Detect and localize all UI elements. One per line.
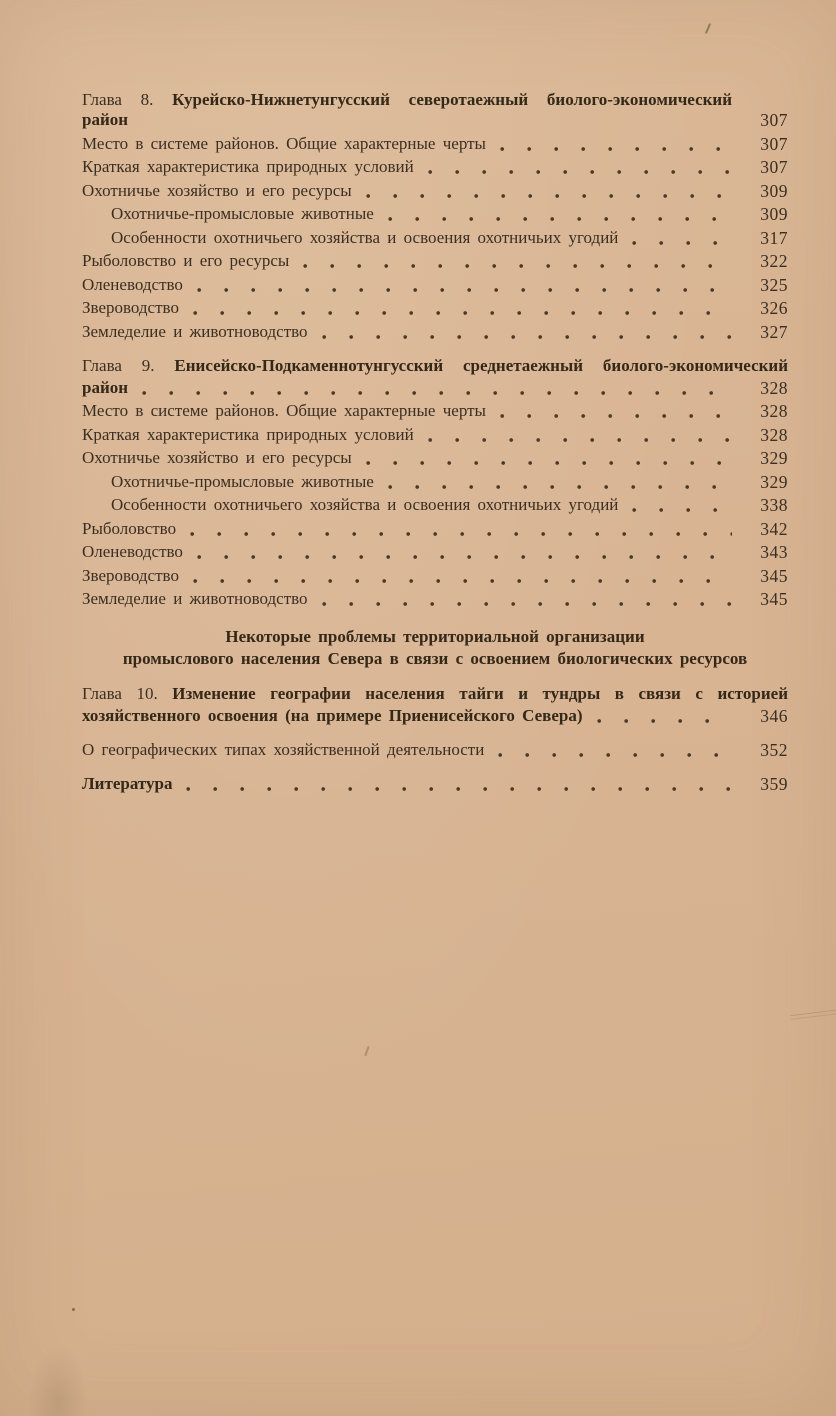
chapter-title-text-continued: хозяйственного освоения (на примере Приенисейского Севера): [82, 706, 583, 725]
scan-artifact-crease: [789, 1003, 836, 1023]
toc-entry-label: Охотничье-промысловые животные: [111, 471, 374, 491]
toc-entry: [82, 495, 788, 515]
page-number: 325: [760, 274, 788, 295]
dot-leader: [193, 578, 732, 584]
dot-leader: [190, 531, 732, 537]
toc-entry: [82, 448, 788, 468]
toc-entry-label: Земледелие и животноводство: [82, 321, 308, 341]
chapter-title-text: Изменение географии населения тайги и тундры в связи с историей: [172, 684, 788, 703]
page-number: 309: [760, 180, 788, 201]
dot-leader: [186, 786, 732, 792]
page-number: 328: [760, 401, 788, 421]
dot-leader: [632, 240, 732, 246]
toc-entry: [82, 228, 788, 248]
toc-entry: [82, 425, 788, 445]
page-number: 326: [760, 298, 788, 318]
chapter-title-text: Курейско-Нижнетунгусский северотаежный биолого-экономический район: [82, 90, 732, 129]
dot-leader: [303, 263, 732, 269]
toc-entry-label: Оленеводство: [82, 274, 183, 294]
toc-entry: [82, 740, 788, 760]
dot-leader: [597, 718, 733, 724]
toc-entry: [82, 251, 788, 271]
dot-leader: [498, 752, 732, 758]
dot-leader: [197, 287, 732, 293]
page-number: 307: [760, 110, 788, 130]
page-number: 322: [760, 251, 788, 271]
toc-entry-label: Краткая характеристика природных условий: [82, 157, 414, 176]
toc-entry-label: Особенности охотничьего хозяйства и освоения охотничьих угодий: [111, 227, 619, 247]
chapter-title: [82, 90, 742, 130]
page-number: 338: [760, 495, 788, 515]
page-number: 359: [760, 774, 788, 794]
dot-leader: [322, 334, 732, 340]
toc-entry-label: Звероводство: [82, 298, 179, 317]
chapter-number-prefix: Глава 10.: [82, 684, 158, 703]
dot-leader: [322, 601, 732, 607]
chapter-title-line1: [82, 356, 788, 376]
toc-entry-label: Рыболовство и его ресурсы: [82, 251, 290, 270]
toc-entry: [82, 519, 788, 539]
toc-entry-label: О географических типах хозяйственной деятельности: [82, 740, 485, 759]
toc-entry-label: Звероводство: [82, 565, 179, 585]
page-number: 328: [760, 377, 788, 398]
toc-entry-label: Оленеводство: [82, 542, 183, 561]
dot-leader: [500, 413, 732, 419]
page-number: 345: [760, 565, 788, 586]
page-number: 352: [760, 740, 788, 760]
scan-artifact-slash: [705, 23, 711, 34]
toc-entry-label: Место в системе районов. Общие характерные черты: [82, 401, 486, 420]
chapter-number-prefix: Глава 8.: [82, 90, 154, 109]
toc-chapter-entry: [82, 90, 788, 130]
page-number: 327: [760, 321, 788, 342]
chapter-title-line1: [82, 684, 788, 704]
toc-entry: [82, 204, 788, 224]
toc-entry: [82, 566, 788, 586]
toc-chapter-entry: [82, 684, 788, 726]
chapter-title-text: Енисейско-Подкаменнотунгусский среднетаежный биолого-экономический: [174, 355, 788, 375]
toc-entry: [82, 322, 788, 342]
toc-entry: [82, 774, 788, 794]
chapter-title-line2: [82, 378, 788, 398]
scan-artifact-smudge: [28, 1346, 88, 1416]
page-number: 345: [760, 589, 788, 609]
scan-artifact-slash: [364, 1046, 369, 1056]
chapter-title-line2: [82, 706, 788, 726]
toc-entry: [82, 275, 788, 295]
toc-entry-label: Краткая характеристика природных условий: [82, 424, 414, 444]
toc-entry: [82, 589, 788, 609]
dot-leader: [366, 193, 732, 199]
toc-entry-label: Охотничье-промысловые животные: [111, 204, 374, 223]
dot-leader: [366, 460, 732, 466]
dot-leader: [197, 554, 732, 560]
dot-leader: [632, 507, 732, 513]
toc-entry-label: Место в системе районов. Общие характерные черты: [82, 133, 486, 153]
dot-leader: [428, 437, 732, 443]
toc-entry-label: Земледелие и животноводство: [82, 589, 308, 608]
toc-entry-label: Охотничье хозяйство и его ресурсы: [82, 180, 352, 200]
section-heading: [82, 626, 788, 670]
toc-entry: [82, 134, 788, 154]
page-number: 346: [760, 706, 788, 726]
chapter-title-text-continued: район: [82, 377, 129, 397]
dot-leader: [193, 310, 732, 316]
page-number: 307: [760, 133, 788, 154]
toc-entry: [82, 542, 788, 562]
toc-entry-label: Литература: [82, 774, 173, 793]
section-heading-line1: Некоторые проблемы территориальной организации: [225, 627, 645, 646]
dot-leader: [428, 169, 732, 175]
dot-leader: [500, 146, 732, 152]
page-number: 328: [760, 424, 788, 445]
page-number: 309: [760, 204, 788, 224]
page-number: 329: [760, 471, 788, 492]
toc-entry: [82, 157, 788, 177]
section-heading-line2: промыслового населения Севера в связи с освоением биологических ресурсов: [122, 649, 748, 668]
page-number: 317: [760, 227, 788, 248]
dot-leader: [142, 390, 732, 396]
toc-chapter-entry: [82, 356, 788, 398]
dot-leader: [388, 216, 732, 222]
toc-entry-label: Охотничье хозяйство и его ресурсы: [82, 448, 352, 467]
dot-leader: [388, 484, 732, 490]
chapter-number-prefix: Глава 9.: [82, 355, 155, 375]
page-number: 329: [760, 448, 788, 468]
toc-entry-label: Особенности охотничьего хозяйства и освоения охотничьих угодий: [111, 495, 619, 514]
scan-artifact-speck: [72, 1308, 75, 1311]
toc-entry: [82, 401, 788, 421]
toc-entry-label: Рыболовство: [82, 518, 177, 538]
toc-entry: [82, 181, 788, 201]
page-number: 343: [760, 542, 788, 562]
page-number: 307: [760, 157, 788, 177]
toc-entry: [82, 298, 788, 318]
toc-entry: [82, 472, 788, 492]
page-number: 342: [760, 518, 788, 539]
table-of-contents: [82, 76, 788, 798]
